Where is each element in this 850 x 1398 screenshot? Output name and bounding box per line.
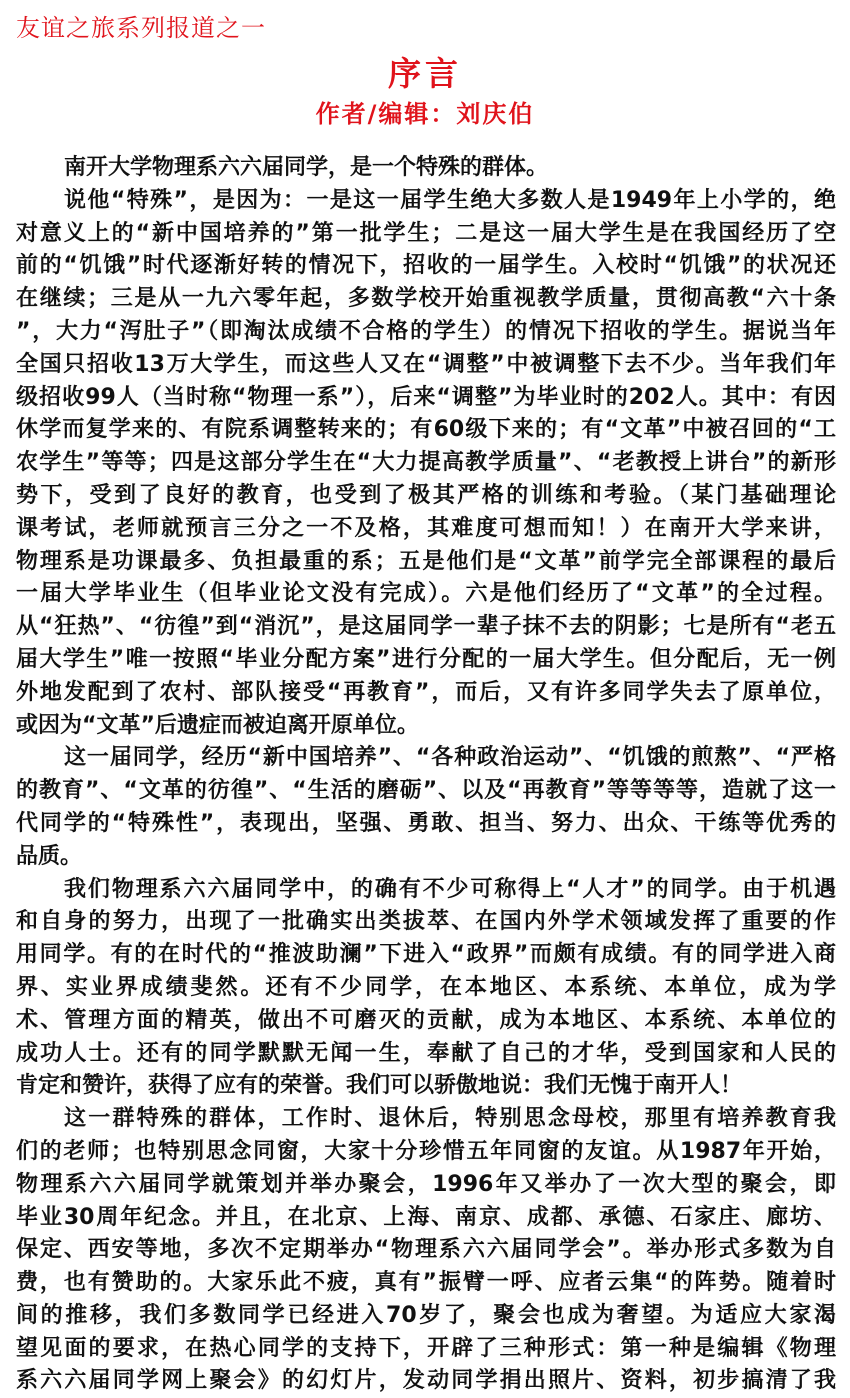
text-line: 从“狂热”、“彷徨”到“消沉”，是这届同学一辈子抹不去的阴影；七是所有“老五 (16, 614, 836, 640)
text-line: 我们物理系六六届同学中，的确有不少可称得上“人才”的同学。由于机遇 (64, 876, 836, 902)
text-line: 用同学。有的在时代的“推波助澜”下进入“政界”而颇有成绩。有的同学进入商 (16, 942, 836, 968)
text-line: 望见面的要求，在热心同学的支持下，开辟了三种形式：第一种是编辑《物理 (16, 1335, 836, 1361)
text-line: 休学而复学来的、有院系调整转来的；有60级下来的；有“文革”中被召回的“工 (16, 417, 836, 443)
text-line: 届大学生”唯一按照“毕业分配方案”进行分配的一届大学生。但分配后，无一例 (16, 646, 836, 672)
text-line: 农学生”等等；四是这部分学生在“大力提高教学质量”、“老教授上讲台”的新形 (16, 450, 836, 476)
text-line: 保定、西安等地，多次不定期举办“物理系六六届同学会”。举办形式多数为自 (16, 1237, 836, 1263)
text-line: 对意义上的“新中国培养的”第一批学生；二是这一届大学生是在我国经历了空 (16, 220, 836, 246)
text-line: 物理系六六届同学就策划并举办聚会，1996年又举办了一次大型的聚会，即 (16, 1171, 836, 1197)
text-line: 费，也有赞助的。大家乐此不疲，真有”振臂一呼、应者云集“的阵势。随着时 (16, 1270, 836, 1296)
text-line: 势下，受到了良好的教育，也受到了极其严格的训练和考验。（某门基础理论 (16, 482, 836, 508)
text-line: 界、实业界成绩斐然。还有不少同学，在本地区、本系统、本单位，成为学 (16, 974, 836, 1000)
text-line: 的教育”、“文革的彷徨”、“生活的磨砺”、以及“再教育”等等等等，造就了这一 (16, 778, 836, 804)
text-line: 前的“饥饿”时代逐渐好转的情况下，招收的一届学生。入校时“饥饿”的状况还 (16, 253, 836, 279)
text-line: 间的推移，我们多数同学已经进入70岁了，聚会也成为奢望。为适应大家渴 (16, 1302, 836, 1328)
text-line: ”，大力“泻肚子”（即淘汰成绩不合格的学生）的情况下招收的学生。据说当年 (16, 318, 836, 344)
text-line: 说他“特殊”，是因为：一是这一届学生绝大多数人是1949年上小学的，绝 (64, 187, 836, 213)
text-line: 和自身的努力，出现了一批确实出类拔萃、在国内外学术领域发挥了重要的作 (16, 909, 836, 935)
text-line: 物理系是功课最多、负担最重的系；五是他们是“文革”前学完全部课程的最后 (16, 548, 836, 574)
text-line: 成功人士。还有的同学默默无闻一生，奉献了自己的才华，受到国家和人民的 (16, 1040, 836, 1066)
text-line: 或因为“文革”后遗症而被迫离开原单位。 (16, 712, 419, 738)
text-line: 术、管理方面的精英，做出不可磨灭的贡献，成为本地区、本系统、本单位的 (16, 1007, 836, 1033)
text-line: 一届大学毕业生（但毕业论文没有完成）。六是他们经历了“文革”的全过程。 (16, 581, 836, 607)
text-line: 这一群特殊的群体，工作时、退休后，特别思念母校，那里有培养教育我 (64, 1106, 836, 1132)
article-body (16, 152, 836, 1398)
series-heading: 友谊之旅系列报道之一 (16, 14, 266, 42)
text-line: 们的老师；也特别思念同窗，大家十分珍惜五年同窗的友谊。从1987年开始， (16, 1138, 836, 1164)
text-line: 南开大学物理系六六届同学，是一个特殊的群体。 (64, 155, 549, 180)
text-line: 级招收99人（当时称“物理一系”），后来“调整”为毕业时的202人。其中：有因 (16, 384, 836, 410)
text-line: 毕业30周年纪念。并且，在北京、上海、南京、成都、承德、石家庄、廊坊、 (16, 1204, 836, 1230)
text-line: 肯定和赞许，获得了应有的荣誉。我们可以骄傲地说：我们无愧于南开人！ (16, 1073, 743, 1099)
text-line: 课考试，老师就预言三分之一不及格，其难度可想而知！）在南开大学来讲， (16, 515, 836, 541)
text-line: 这一届同学，经历“新中国培养”、“各种政治运动”、“饥饿的煎熬”、“严格 (64, 745, 836, 771)
text-line: 品质。 (16, 843, 83, 869)
text-line: 外地发配到了农村、部队接受“再教育”，而后，又有许多同学失去了原单位， (16, 679, 836, 705)
text-line: 代同学的“特殊性”，表现出，坚强、勇敢、担当、努力、出众、干练等优秀的 (16, 810, 836, 836)
text-line: 全国只招收13万大学生，而这些人又在“调整”中被调整下去不少。当年我们年 (16, 351, 836, 377)
page-title: 序言 (388, 54, 462, 93)
author-byline: 作者/编辑：刘庆伯 (315, 100, 535, 128)
text-line: 系六六届同学网上聚会》的幻灯片，发动同学捐出照片、资料，初步搞清了我 (16, 1368, 836, 1394)
text-line: 在继续；三是从一九六零年起，多数学校开始重视教学质量，贯彻高教“六十条 (16, 286, 836, 312)
